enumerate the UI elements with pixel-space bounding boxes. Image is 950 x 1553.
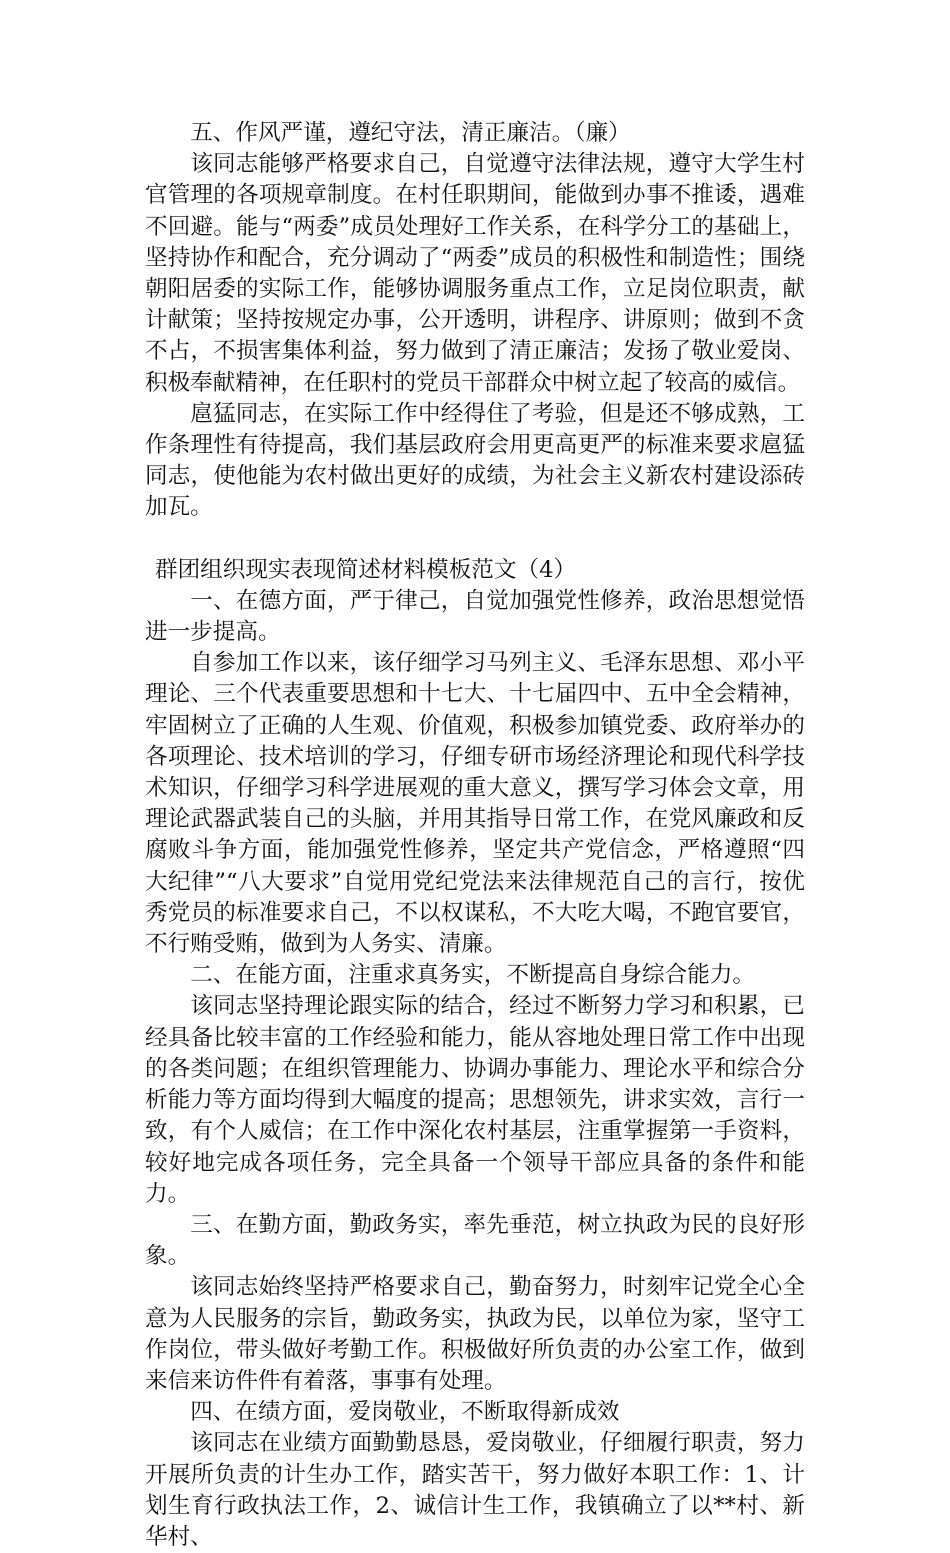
section-heading-performance: 四、在绩方面，爱岗敬业，不断取得新成效 xyxy=(190,1399,620,1426)
paragraph-performance-body: 该同志在业绩方面勤勤恳恳，爱岗敬业，仔细履行职责，努力开展所负责的计生办工作，踏实苦干，努力做好本职工作：1、计划生育行政执法工作，2、诚信计生工作，我镇确立了以**村、新华村、 xyxy=(145,1430,805,1550)
paragraph-integrity-body: 该同志能够严格要求自己，自觉遵守法律法规，遵守大学生村官管理的各项规章制度。在村任职期间，能做到办事不推诿，遇难不回避。能与“两委”成员处理好工作关系，在科学分工的基础上，坚持协作和配合，充分调动了“两委”成员的积极性和制造性；围绕朝阳居委的实际工作，能够协调服务重点工作，立足岗位职责，献计献策；坚持按规定办事，公开透明，讲程序、讲原则；做到不贪不占，不损害集体利益，努力做到了清正廉洁；发扬了敬业爱岗、积极奉献精神，在任职村的党员干部群众中树立起了较高的威信。 xyxy=(145,151,805,396)
section-heading-integrity: 五、作风严谨，遵纪守法，清正廉洁。（廉） xyxy=(190,120,631,146)
paragraph-morality-body: 自参加工作以来，该仔细学习马列主义、毛泽东思想、邓小平理论、三个代表重要思想和十七大、十七届四中、五中全会精神，牢固树立了正确的人生观、价值观，积极参加镇党委、政府举办的各项理论、技术培训的学习，仔细专研市场经济理论和现代科学技术知识，仔细学习科学进展观的重大意义，撰写学习体会文章，用理论武器武装自己的头脑，并用其指导日常工作，在党风廉政和反腐败斗争方面，能加强党性修养，坚定共产党信念，严格遵照“四大纪律”“八大要求”自觉用党纪党法来法律规范自己的言行，按优秀党员的标准要求自己，不以权谋私，不大吃大喝，不跑官要官，不行贿受贿，做到为人务实、清廉。 xyxy=(145,650,805,958)
paragraph-ability-body: 该同志坚持理论跟实际的结合，经过不断努力学习和积累，已经具备比较丰富的工作经验和能力，能从容地处理日常工作中出现的各类问题；在组织管理能力、协调办事能力、理论水平和综合分析能力等方面均得到大幅度的提高；思想领先，讲求实效，言行一致，有个人威信；在工作中深化农村基层，注重掌握第一手资料，较好地完成各项任务，完全具备一个领导干部应具备的条件和能力。 xyxy=(145,993,805,1207)
section-heading-ability: 二、在能方面，注重求真务实，不断提高自身综合能力。 xyxy=(190,962,756,989)
section-heading-morality: 一、在德方面，严于律己，自觉加强党性修养，政治思想觉悟进一步提高。 xyxy=(145,587,805,646)
paragraph-evaluation: 扈猛同志，在实际工作中经得住了考验，但是还不够成熟，工作条理性有待提高，我们基层政府会用更高更严的标准来要求扈猛同志，使他能为农村做出更好的成绩，为社会主义新农村建设添砖加瓦。 xyxy=(145,400,805,521)
document-page xyxy=(145,118,805,1553)
paragraph-diligence-body: 该同志始终坚持严格要求自己，勤奋努力，时刻牢记党全心全意为人民服务的宗旨，勤政务实，执政为民，以单位为家，坚守工作岗位，带头做好考勤工作。积极做好所负责的办公室工作，做到来信来访件件有着落，事事有处理。 xyxy=(145,1274,805,1394)
section-heading-diligence: 三、在勤方面，勤政务实，率先垂范，树立执政为民的良好形象。 xyxy=(145,1211,805,1270)
article-title: 群团组织现实表现简述材料模板范文（4） xyxy=(155,556,577,583)
